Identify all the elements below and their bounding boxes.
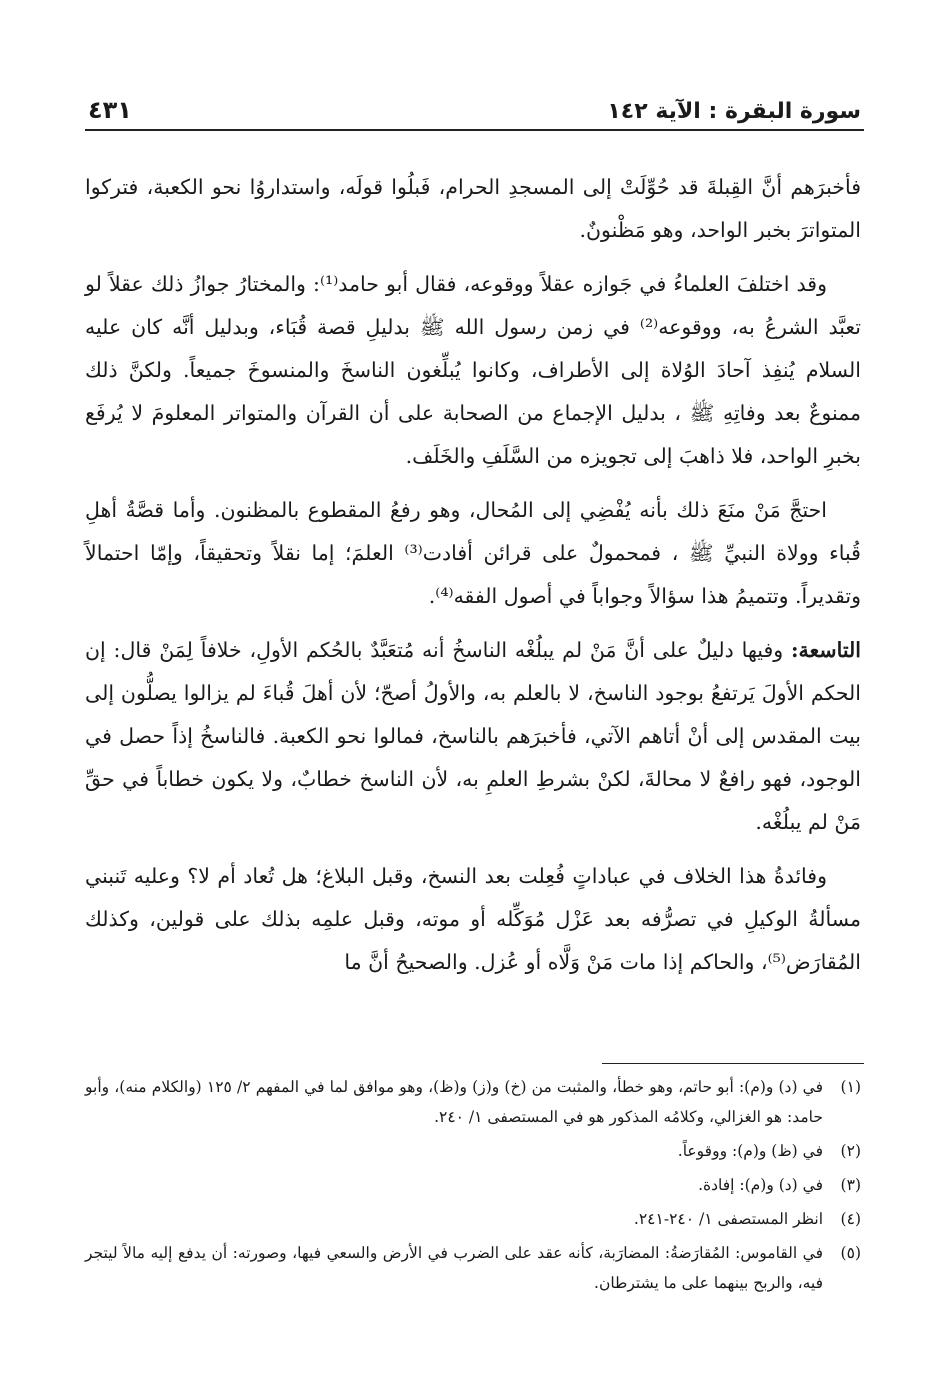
ninth-text: وفيها دليلٌ على أنَّ مَنْ لم يبلُغْه الناسخُ أنه مُتعَبَّدٌ بالحُكم الأولِ، خلافاً لِمَنْ قال: إن الحكم الأولَ يَرتفعُ بوجود الناسخ، لا بالعلم به، والأولُ أصحّ؛ لأن أهلَ قُباءَ لم يزالوا يصلُّون إلى بيت المقدس إلى أنْ أتاهم الآتي، فأخبرَهم بالناسخ، فمالوا نحو الكعبة. فالناسخُ إذاً حصل في الوجود، فهو رافعٌ لا محالةَ، لكنْ بشرطِ العلمِ به، لأن الناسخ خطابٌ، ولا يكون خطاباً في حقِّ مَنْ لم يبلُغْه. <box>85 638 861 834</box>
footnote <box>85 1204 861 1234</box>
footnote-text: في القاموس: المُقارَضةُ: المضارَبة، كأنه عقد على الضرب في الأرض والسعي فيها، وصورته: أن يدفع إليه مالاً ليتجر فيه، والربح بينهما على ما يشترطان. <box>85 1244 823 1292</box>
header-title: سورة البقرة : الآية ١٤٢ <box>607 99 861 124</box>
footnote-text: انظر المستصفى ١/ ٢٤٠-٢٤١. <box>633 1210 823 1228</box>
footnote-text: في (ظ) و(م): ووقوعاً. <box>677 1142 823 1160</box>
footnote-rule <box>602 1063 864 1064</box>
footnote <box>85 1136 861 1166</box>
footnote <box>85 1170 861 1200</box>
running-header <box>88 88 861 124</box>
main-text <box>85 166 861 995</box>
footnote-text: في (د) و(م): أبو حاتم، وهو خطأ، والمثبت من (خ) و(ز) و(ظ)، وهو موافق لما في المفهم ٢/ ١٢٥ (والكلام منه)، وأبو حامد: هو الغزالي، وكلامُه المذكور هو في المستصفى ١/ ٢٤٠. <box>85 1078 823 1126</box>
paragraph-3: احتجَّ مَنْ منَعَ ذلك بأنه يُفْضِي إلى المُحال، وهو رفعُ المقطوع بالمظنون. وأما قصَّةُ أهلِ قُباء وولاة النبيِّ ﷺ ، فمحمولٌ على قرائن أفادت⁽³⁾ العلمَ؛ إما نقلاً وتحقيقاً، وإمّا احتمالاً وتقديراً. وتتميمُ هذا سؤالاً وجواباً في أصول الفقه⁽⁴⁾. <box>85 498 861 608</box>
footnote-number: (٢) <box>840 1142 861 1160</box>
page-number: ٤٣١ <box>88 96 132 124</box>
footnote <box>85 1238 861 1298</box>
footnotes <box>85 1072 861 1302</box>
footnote <box>85 1072 861 1132</box>
footnote-number: (٣) <box>840 1176 861 1194</box>
paragraph-ninth <box>85 629 861 844</box>
footnote-text: في (د) و(م): إفادة. <box>698 1176 823 1194</box>
footnote-number: (٥) <box>840 1244 861 1262</box>
header-rule <box>85 129 864 131</box>
footnote-number: (١) <box>840 1078 861 1096</box>
footnote-number: (٤) <box>840 1210 861 1228</box>
ninth-heading: التاسعة: <box>790 638 861 662</box>
paragraph-last: وفائدةُ هذا الخلاف في عباداتٍ فُعِلت بعد النسخ، وقبل البلاغ؛ هل تُعاد أم لا؟ وعليه تَنبني مسألةُ الوكيلِ في تصرُّفه بعد عَزْل مُوَكِّله أو موته، وقبل علمِه بذلك على قولين، وكذلك المُقارَض⁽⁵⁾، والحاكم إذا مات مَنْ وَلَّاه أو عُزل. والصحيحُ أنَّ ما <box>85 864 861 974</box>
paragraph-1: فأخبرَهم أنَّ القِبلةَ قد حُوِّلَتْ إلى المسجدِ الحرام، فَبلُوا قولَه، واستداروُا نحو الكعبة، فتركوا المتواترَ بخبر الواحد، وهو مَظْنونٌ. <box>85 175 861 242</box>
paragraph-2: وقد اختلفَ العلماءُ في جَوازه عقلاً ووقوعه، فقال أبو حامد⁽¹⁾: والمختارُ جوازُ ذلك عقلاً لو تعبَّد الشرعُ به، ووقوعه⁽²⁾ في زمن رسول الله ﷺ بدليلِ قصة قُبَاء، وبدليل أنَّه كان عليه السلام يُنفِذ آحادَ الوُلاة إلى الأطراف، وكانوا يُبلِّغون الناسخَ والمنسوخَ جميعاً. ولكنَّ ذلك ممنوعٌ بعد وفاتِهِ ﷺ ، بدليل الإجماع من الصحابة على أن القرآن والمتواتر المعلومَ لا يُرفَع بخبرِ الواحد، فلا ذاهبَ إلى تجويزه من السَّلَفِ والخَلَف. <box>85 272 861 468</box>
